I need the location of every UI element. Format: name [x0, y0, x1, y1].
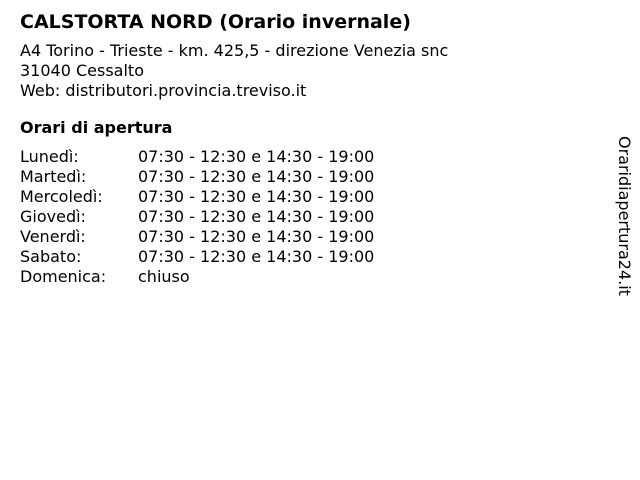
hours-row [20, 247, 600, 267]
day-label: Venerdì: [20, 227, 86, 246]
hours-table [20, 147, 600, 287]
address-block [20, 41, 600, 101]
hours-row [20, 187, 600, 207]
postal-city: 31040 Cessalto [20, 61, 144, 80]
website: Web: distributori.provincia.treviso.it [20, 81, 307, 100]
store-info [20, 9, 600, 287]
hours-row [20, 227, 600, 247]
time-value: 07:30 - 12:30 e 14:30 - 19:00 [138, 187, 375, 206]
time-value: 07:30 - 12:30 e 14:30 - 19:00 [138, 247, 375, 266]
time-value: 07:30 - 12:30 e 14:30 - 19:00 [138, 207, 375, 226]
time-value: 07:30 - 12:30 e 14:30 - 19:00 [138, 147, 375, 166]
day-label: Lunedì: [20, 147, 79, 166]
day-label: Sabato: [20, 247, 82, 266]
time-value: 07:30 - 12:30 e 14:30 - 19:00 [138, 167, 375, 186]
day-label: Mercoledì: [20, 187, 103, 206]
hours-row [20, 267, 600, 287]
hours-row [20, 207, 600, 227]
hours-row [20, 167, 600, 187]
site-watermark: Oraridiapertura24.it [615, 136, 634, 296]
time-value: chiuso [138, 267, 190, 286]
day-label: Martedì: [20, 167, 87, 186]
day-label: Domenica: [20, 267, 107, 286]
hours-row [20, 147, 600, 167]
page-title: CALSTORTA NORD (Orario invernale) [20, 11, 411, 33]
hours-title: Orari di apertura [20, 118, 173, 137]
day-label: Giovedì: [20, 207, 86, 226]
time-value: 07:30 - 12:30 e 14:30 - 19:00 [138, 227, 375, 246]
address-line: A4 Torino - Trieste - km. 425,5 - direzione Venezia snc [20, 41, 449, 60]
